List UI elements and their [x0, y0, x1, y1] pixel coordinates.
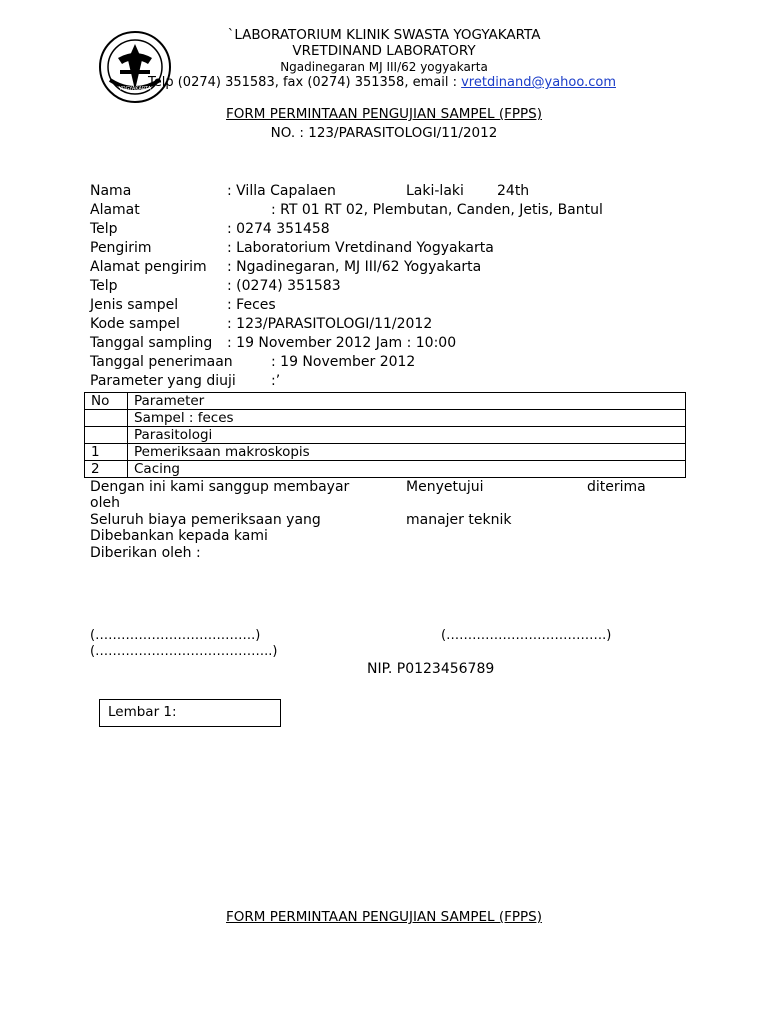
- telp-pengirim-value: : (0274) 351583: [227, 278, 341, 294]
- table-header-row: [85, 393, 686, 410]
- table-row: [85, 444, 686, 461]
- nama-value: : Villa Capalaen: [227, 183, 336, 199]
- signature-line-3: (…………………………………..): [90, 644, 278, 659]
- parameter-table: [84, 392, 686, 478]
- sheet-label: Lembar 1:: [108, 704, 177, 720]
- kode-sampel-value: : 123/PARASITOLOGI/11/2012: [227, 316, 433, 332]
- alamat-label: Alamat: [90, 202, 140, 218]
- agreement-line-2: oleh: [90, 495, 120, 511]
- alamat-pengirim-label: Alamat pengirim: [90, 259, 207, 275]
- table-cell: 1: [85, 444, 128, 461]
- signature-line-1: (……………………………….): [90, 628, 261, 643]
- table-cell: Pemeriksaan makroskopis: [128, 444, 686, 461]
- table-cell: Parasitologi: [128, 427, 686, 444]
- parameter-value: :’: [271, 373, 281, 389]
- tanggal-penerimaan-label: Tanggal penerimaan: [90, 354, 233, 370]
- telp-pengirim-label: Telp: [90, 278, 118, 294]
- kode-sampel-label: Kode sampel: [90, 316, 180, 332]
- signature-line-2: (……………………………….): [441, 628, 612, 643]
- alamat-pengirim-value: : Ngadinegaran, MJ III/62 Yogyakarta: [227, 259, 482, 275]
- pengirim-label: Pengirim: [90, 240, 152, 256]
- approval-text: Menyetujui: [406, 479, 484, 495]
- jenis-sampel-value: : Feces: [227, 297, 276, 313]
- table-row: [85, 461, 686, 478]
- telp-value: : 0274 351458: [227, 221, 330, 237]
- table-header-cell: No: [85, 393, 128, 410]
- tanggal-penerimaan-value: : 19 November 2012: [271, 354, 416, 370]
- lab-name: `LABORATORIUM KLINIK SWASTA YOGYAKARTA: [227, 27, 541, 43]
- sheet-label-box: [99, 699, 281, 727]
- agreement-line-5: Diberikan oleh :: [90, 545, 201, 561]
- table-cell: [85, 410, 128, 427]
- contact-text: Telp (0274) 351583, fax (0274) 351358, email :: [148, 75, 462, 90]
- table-cell: Sampel : feces: [128, 410, 686, 427]
- agreement-line-1: Dengan ini kami sanggup membayar: [90, 479, 350, 495]
- alamat-value: : RT 01 RT 02, Plembutan, Canden, Jetis, Bantul: [271, 202, 603, 218]
- table-row: [85, 427, 686, 444]
- svg-text:YOGYAKARTA: YOGYAKARTA: [118, 86, 152, 92]
- table-cell: 2: [85, 461, 128, 478]
- table-cell: [85, 427, 128, 444]
- form-title: FORM PERMINTAAN PENGUJIAN SAMPEL (FPPS): [226, 106, 542, 122]
- email-link[interactable]: vretdinand@yahoo.com: [461, 75, 616, 90]
- tanggal-sampling-value: : 19 November 2012 Jam : 10:00: [227, 335, 457, 351]
- nip-text: NIP. P0123456789: [367, 661, 495, 677]
- table-header-cell: Parameter: [128, 393, 686, 410]
- telp-label: Telp: [90, 221, 118, 237]
- table-row: [85, 410, 686, 427]
- jenis-sampel-label: Jenis sampel: [90, 297, 179, 313]
- received-text: diterima: [587, 479, 646, 495]
- gender-value: Laki-laki: [406, 183, 464, 199]
- pengirim-value: : Laboratorium Vretdinand Yogyakarta: [227, 240, 494, 256]
- manager-text: manajer teknik: [406, 512, 512, 528]
- lab-name-en: VRETDINAND LABORATORY: [292, 43, 476, 59]
- footer-form-title: FORM PERMINTAAN PENGUJIAN SAMPEL (FPPS): [226, 909, 542, 925]
- table-cell: Cacing: [128, 461, 686, 478]
- parameter-label: Parameter yang diuji: [90, 373, 236, 389]
- lab-contact: [148, 76, 616, 89]
- nama-label: Nama: [90, 183, 132, 199]
- agreement-line-4: Dibebankan kepada kami: [90, 528, 268, 544]
- form-number: NO. : 123/PARASITOLOGI/11/2012: [270, 125, 498, 141]
- agreement-line-3: Seluruh biaya pemeriksaan yang: [90, 512, 321, 528]
- age-value: 24th: [497, 183, 530, 199]
- lab-address: Ngadinegaran MJ III/62 yogyakarta: [280, 60, 488, 74]
- tanggal-sampling-label: Tanggal sampling: [90, 335, 213, 351]
